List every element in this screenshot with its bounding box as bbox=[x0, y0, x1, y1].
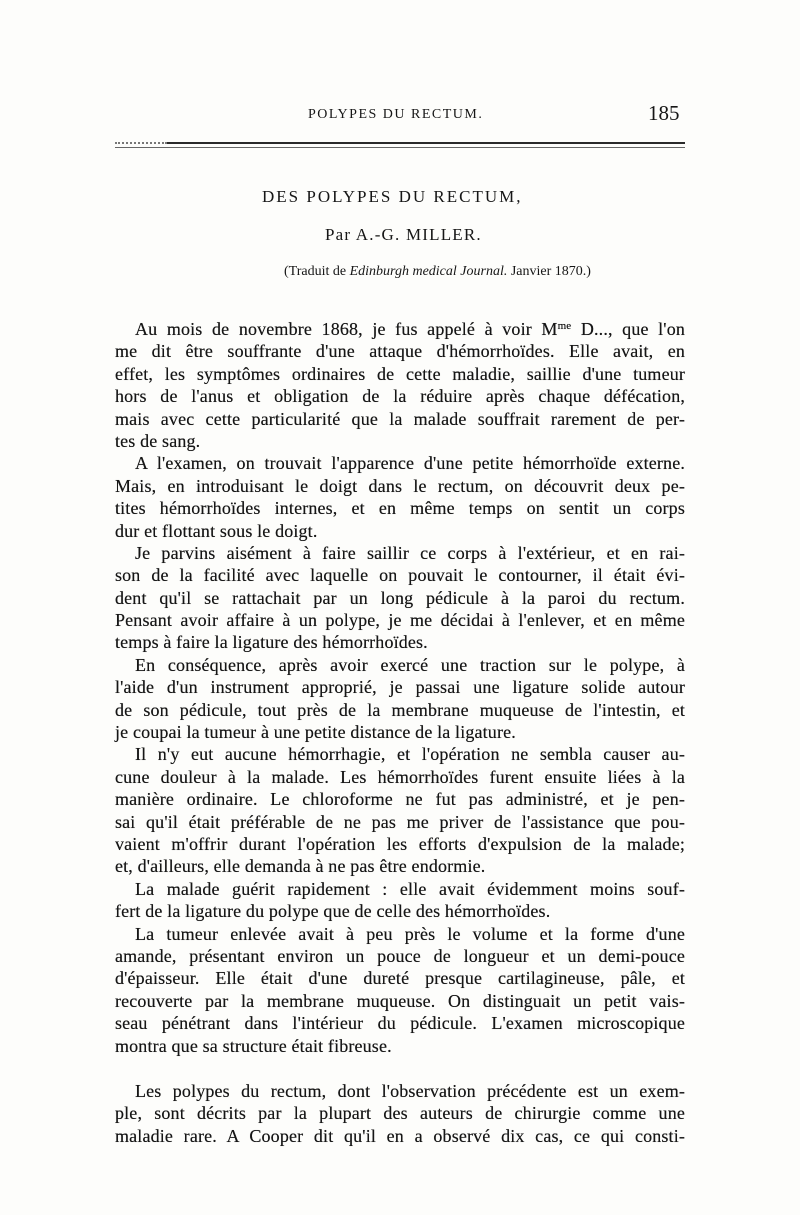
header-rule-thin bbox=[115, 147, 685, 148]
text-line: amande, présentant environ un pouce de longueur et un demi-pouce bbox=[115, 945, 685, 966]
text-line: de son pédicule, tout près de la membrane muqueuse de l'intestin, et bbox=[115, 699, 685, 720]
text-line: dur et flottant sous le doigt. bbox=[115, 520, 318, 541]
text-line: temps à faire la ligature des hémorrhoïdes. bbox=[115, 632, 428, 653]
text-line: et, d'ailleurs, elle demanda à ne pas être endormie. bbox=[115, 856, 486, 877]
source-suffix: Janvier 1870.) bbox=[507, 264, 591, 279]
page-number: 185 bbox=[648, 101, 680, 125]
paragraph-6 bbox=[115, 878, 685, 923]
header-rule-dotted bbox=[115, 142, 167, 144]
paragraph-8 bbox=[115, 1080, 685, 1147]
header-rule-thick bbox=[167, 142, 685, 144]
text-line: dent qu'il se rattachait par un long pédicule à la paroi du rectum. bbox=[115, 587, 685, 608]
paragraph-5 bbox=[115, 743, 685, 877]
article-source bbox=[284, 262, 591, 282]
text-line: cune douleur à la malade. Les hémorrhoïdes furent ensuite liées à la bbox=[115, 766, 685, 787]
text-line: l'aide d'un instrument approprié, je passai une ligature solide autour bbox=[115, 677, 685, 698]
superscript: me bbox=[557, 320, 572, 332]
text-line: La tumeur enlevée avait à peu près le volume et la forme d'une bbox=[135, 923, 685, 944]
text-line: sai qu'il était préférable de ne pas me priver de l'assistance que pou- bbox=[115, 811, 685, 832]
paragraph-2 bbox=[115, 452, 685, 542]
body-text bbox=[115, 318, 685, 1147]
text-segment: Au mois de novembre 1868, je fus appelé à voir M bbox=[135, 319, 558, 339]
text-line: A l'examen, on trouvait l'apparence d'une petite hémorrhoïde externe. bbox=[135, 453, 685, 474]
text-line: Pensant avoir affaire à un polype, je me décidai à l'enlever, et en même bbox=[115, 610, 685, 631]
text-line: maladie rare. A Cooper dit qu'il en a observé dix cas, ce qui consti- bbox=[115, 1125, 685, 1146]
text-line: ple, sont décrits par la plupart des auteurs de chirurgie comme une bbox=[115, 1103, 685, 1124]
text-line: recouverte par la membrane muqueuse. On distinguait un petit vais- bbox=[115, 990, 685, 1011]
paragraph-3 bbox=[115, 542, 685, 654]
text-line: La malade guérit rapidement : elle avait évidemment moins souf- bbox=[135, 878, 685, 899]
text-line: seau pénétrant dans l'intérieur du pédicule. L'examen microscopique bbox=[115, 1013, 685, 1034]
text-line: montra que sa structure était fibreuse. bbox=[115, 1035, 392, 1056]
text-line: En conséquence, après avoir exercé une traction sur le polype, à bbox=[135, 654, 685, 675]
text-line: Je parvins aisément à faire saillir ce corps à l'extérieur, et en rai- bbox=[135, 542, 685, 563]
text-line: vaient m'offrir durant l'opération les efforts d'expulsion de la malade; bbox=[115, 833, 685, 854]
text-line: manière ordinaire. Le chloroforme ne fut pas administré, et je pen- bbox=[115, 789, 685, 810]
text-line: d'épaisseur. Elle était d'une dureté presque cartilagineuse, pâle, et bbox=[115, 968, 685, 989]
text-segment: D..., que l'on bbox=[571, 319, 685, 339]
text-line: tes de sang. bbox=[115, 430, 201, 451]
text-line: tites hémorrhoïdes internes, et en même temps on sentit un corps bbox=[115, 498, 685, 519]
text-line: fert de la ligature du polype que de celle des hémorrhoïdes. bbox=[115, 901, 551, 922]
text-line: Mais, en introduisant le doigt dans le rectum, on découvrit deux pe- bbox=[115, 475, 685, 496]
running-header-title: POLYPES DU RECTUM. bbox=[308, 107, 484, 122]
article-title: DES POLYPES DU RECTUM, bbox=[262, 187, 523, 206]
text-line: Les polypes du rectum, dont l'observation précédente est un exem- bbox=[135, 1080, 685, 1101]
text-line: je coupai la tumeur à une petite distance de la ligature. bbox=[115, 722, 516, 743]
paragraph-1 bbox=[115, 318, 685, 452]
text-line: mais avec cette particularité que la malade souffrait rarement de per- bbox=[115, 408, 685, 429]
paragraph-4 bbox=[115, 654, 685, 744]
text-line: effet, les symptômes ordinaires de cette maladie, saillie d'une tumeur bbox=[115, 363, 685, 384]
article-byline: Par A.-G. MILLER. bbox=[325, 225, 482, 244]
text-line: Il n'y eut aucune hémorrhagie, et l'opération ne sembla causer au- bbox=[135, 744, 685, 765]
text-line: me dit être souffrante d'une attaque d'hémorrhoïdes. Elle avait, en bbox=[115, 341, 685, 362]
source-journal: Edinburgh medical Journal. bbox=[349, 264, 508, 279]
text-line bbox=[115, 318, 685, 340]
text-line: hors de l'anus et obligation de la réduire après chaque défécation, bbox=[115, 386, 685, 407]
text-line: son de la facilité avec laquelle on pouvait le contourner, il était évi- bbox=[115, 565, 685, 586]
source-prefix: (Traduit de bbox=[284, 264, 350, 279]
paragraph-7 bbox=[115, 923, 685, 1057]
